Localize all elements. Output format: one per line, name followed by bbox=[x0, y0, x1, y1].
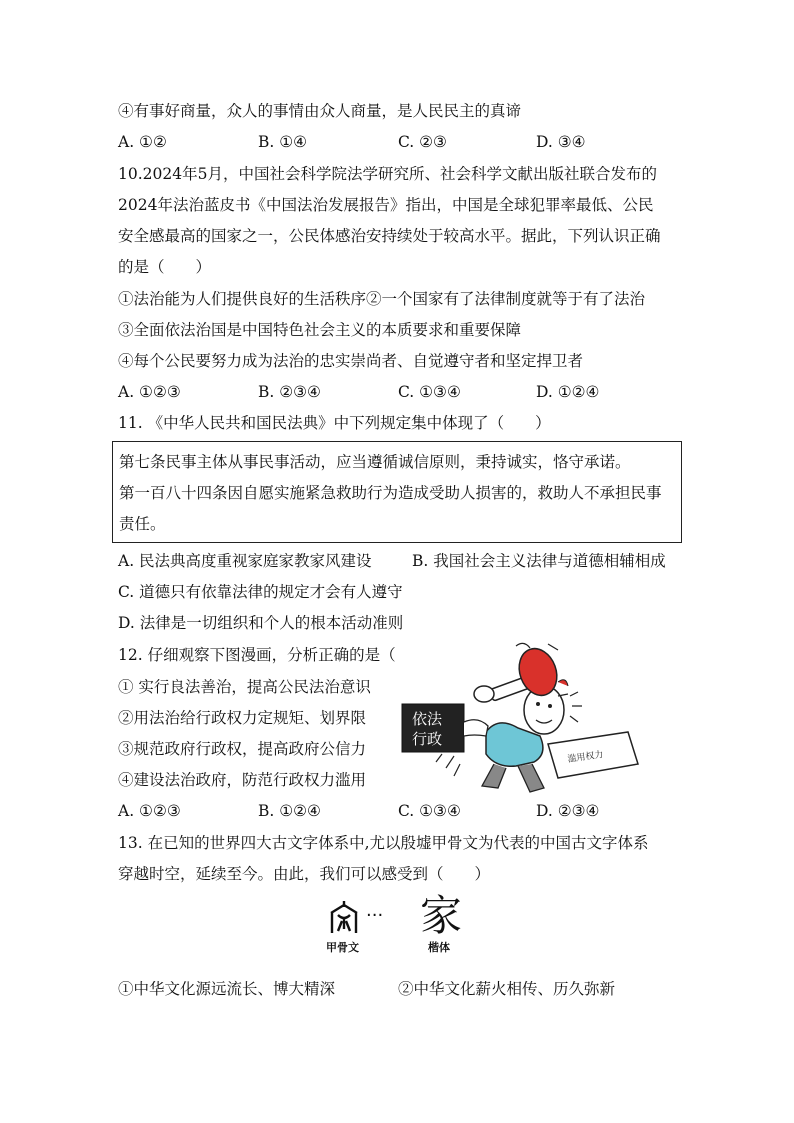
oracle-label: 甲骨文 bbox=[326, 941, 359, 954]
q9-option-c: C. ②③ bbox=[398, 133, 447, 151]
q10-option-d: D. ①②④ bbox=[536, 383, 600, 401]
paper-icon bbox=[548, 732, 638, 778]
oracle-bone-jia-icon bbox=[328, 899, 360, 935]
cartoon-illustration bbox=[398, 636, 666, 796]
q13-item-1: ①中华文化源远流长、博大精深 bbox=[118, 980, 336, 998]
q10-stem-line: 的是（ ） bbox=[118, 258, 212, 276]
q13-stem-line: 穿越时空，延续至今。由此，我们可以感受到（ ） bbox=[118, 865, 491, 883]
regular-label: 楷体 bbox=[428, 941, 450, 954]
q12-option-d: D. ②③④ bbox=[536, 802, 600, 820]
q9-item-4: ④有事好商量，众人的事情由众人商量，是人民民主的真谛 bbox=[118, 102, 522, 120]
q12-item: ③规范政府行政权，提高政府公信力 bbox=[118, 740, 367, 758]
q11-stem: 11. 《中华人民共和国民法典》中下列规定集中体现了（ ） bbox=[118, 414, 551, 432]
sign-text-line-1: 依法 bbox=[412, 710, 443, 728]
q11-option-c: C. 道德只有依靠法律的规定才会有人遵守 bbox=[118, 583, 403, 601]
q10-stem-line: 2024年法治蓝皮书《中国法治发展报告》指出，中国是全球犯罪率最低、公民 bbox=[118, 196, 654, 214]
q11-box-line: 第七条民事主体从事民事活动，应当遵循诚信原则，秉持诚实，恪守承诺。 bbox=[119, 453, 631, 471]
q13-stem-line: 13. 在已知的世界四大古文字体系中,尤以殷墟甲骨文为代表的中国古文字体系 bbox=[118, 834, 649, 852]
q10-item: ③全面依法治国是中国特色社会主义的本质要求和重要保障 bbox=[118, 321, 522, 339]
q12-item: ④建设法治政府，防范行政权力滥用 bbox=[118, 771, 367, 789]
q11-option-b: B. 我国社会主义法律与道德相辅相成 bbox=[412, 552, 666, 570]
q11-box-line: 责任。 bbox=[119, 515, 166, 533]
q10-option-b: B. ②③④ bbox=[258, 383, 321, 401]
q11-option-d: D. 法律是一切组织和个人的根本活动准则 bbox=[118, 614, 404, 632]
q9-option-a: A. ①② bbox=[118, 133, 167, 151]
q12-option-a: A. ①②③ bbox=[118, 802, 181, 820]
q10-item: ①法治能为人们提供良好的生活秩序②一个国家有了法律制度就等于有了法治 bbox=[118, 290, 646, 308]
q13-item-2: ②中华文化薪火相传、历久弥新 bbox=[398, 980, 616, 998]
regular-script-character: 家 bbox=[420, 891, 463, 940]
q10-stem-line: 安全感最高的国家之一，公民体感治安持续处于较高水平。据此，下列认识正确 bbox=[118, 227, 661, 245]
q9-option-d: D. ③④ bbox=[536, 133, 586, 151]
q12-item: ① 实行良法善治，提高公民法治意识 bbox=[118, 678, 371, 696]
q11-quote-box bbox=[112, 441, 682, 543]
q12-stem: 12. 仔细观察下图漫画，分析正确的是（ bbox=[118, 646, 396, 664]
q10-option-c: C. ①③④ bbox=[398, 383, 461, 401]
q10-item: ④每个公民要努力成为法治的忠实崇尚者、自觉遵守者和坚定捍卫者 bbox=[118, 352, 584, 370]
paper-text: 滥用权力 bbox=[567, 750, 605, 765]
q11-option-a: A. 民法典高度重视家庭家教家风建设 bbox=[118, 552, 372, 570]
sign-text-line-2: 行政 bbox=[412, 730, 443, 748]
q11-box-line: 第一百八十四条因自愿实施紧急救助行为造成受助人损害的，救助人不承担民事 bbox=[119, 484, 662, 502]
sign-board bbox=[402, 704, 488, 752]
ellipsis-dots: ··· bbox=[366, 905, 384, 926]
q12-option-c: C. ①③④ bbox=[398, 802, 461, 820]
q10-stem-line: 10.2024年5月，中国社会科学院法学研究所、社会科学文献出版社联合发布的 bbox=[118, 165, 657, 183]
q9-option-b: B. ①④ bbox=[258, 133, 308, 151]
q12-option-b: B. ①②④ bbox=[258, 802, 321, 820]
q12-item: ②用法治给行政权力定规矩、划界限 bbox=[118, 709, 367, 727]
character-evolution-figure bbox=[326, 891, 476, 957]
q10-option-a: A. ①②③ bbox=[118, 383, 181, 401]
